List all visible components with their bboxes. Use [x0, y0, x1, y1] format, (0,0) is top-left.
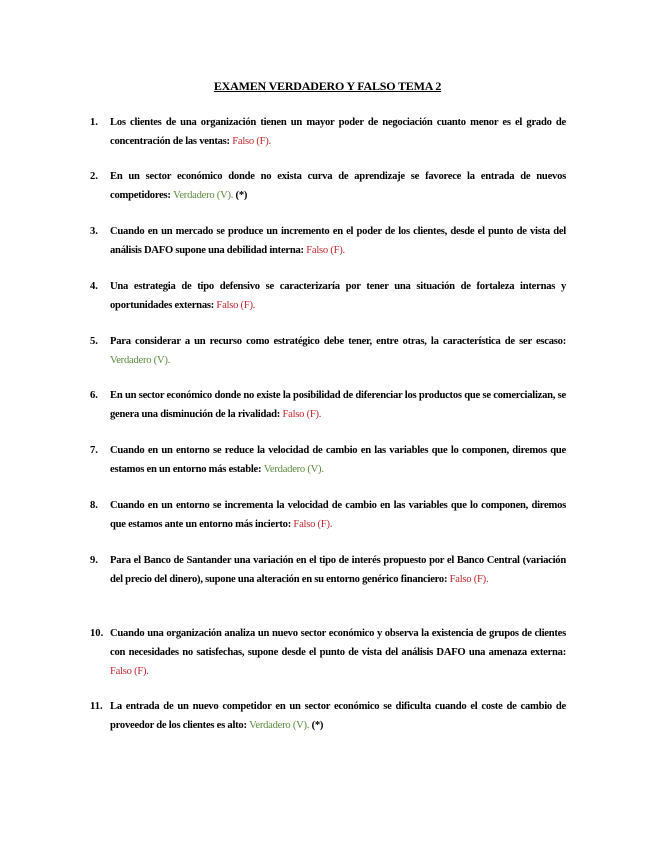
question-text: Para el Banco de Santander una variación en el tipo de interés propuesto por el Banco Central (variación del precio del dinero), supone una alteración en su entorno genérico financiero:: [110, 555, 566, 585]
question-text: Los clientes de una organización tienen un mayor poder de negociación cuanto menor es el grado de concentración de las ventas:: [110, 117, 566, 147]
question-item: [90, 167, 566, 205]
question-text: La entrada de un nuevo competidor en un sector económico se dificulta cuando el coste de cambio de proveedor de los clientes es alto:: [110, 701, 566, 731]
question-number: 11.: [90, 701, 103, 712]
question-text: En un sector económico donde no exista curva de aprendizaje se favorece la entrada de nuevos competidores:: [110, 171, 566, 201]
question-number: 10.: [90, 628, 104, 639]
answer-false: Falso (F).: [306, 245, 345, 256]
question-body: [110, 167, 566, 205]
question-text: Cuando en un entorno se incrementa la velocidad de cambio en las variables que lo componen, diremos que estamos ante un entorno más incierto:: [110, 500, 566, 530]
question-number: 5.: [90, 336, 98, 347]
question-number: 9.: [90, 555, 98, 566]
question-text: Cuando una organización analiza un nuevo sector económico y observa la existencia de grupos de clientes con necesidades no satisfechas, supone desde el punto de vista del análisis DAFO una amenaza externa:: [110, 628, 566, 658]
question-number: 8.: [90, 500, 98, 511]
question-item: [90, 113, 566, 151]
question-number: 3.: [90, 226, 98, 237]
question-number: 7.: [90, 445, 98, 456]
answer-false: Falso (F).: [232, 136, 271, 147]
question-text: Cuando en un mercado se produce un incremento en el poder de los clientes, desde el punto de vista del análisis DAFO supone una debilidad interna:: [110, 226, 566, 256]
question-body: [110, 222, 566, 260]
answer-false: Falso (F).: [282, 409, 322, 420]
answer-true: Verdadero (V).: [249, 720, 310, 731]
answer-true: Verdadero (V).: [263, 464, 324, 475]
answer-true: Verdadero (V).: [173, 190, 234, 201]
question-body: [110, 386, 566, 424]
answer-false: Falso (F).: [216, 300, 256, 311]
question-text: Para considerar a un recurso como estratégico debe tener, entre otras, la característica de ser escaso:: [110, 336, 566, 347]
question-body: [110, 332, 566, 370]
question-number: 6.: [90, 390, 98, 401]
answer-false: Falso (F).: [449, 574, 489, 585]
question-item: [90, 277, 566, 315]
question-item: [90, 386, 566, 424]
answer-false: Falso (F).: [110, 666, 149, 677]
asterisk-mark: (*): [311, 720, 324, 731]
answer-true: Verdadero (V).: [110, 355, 171, 366]
question-item: [90, 551, 566, 589]
question-body: [110, 551, 566, 589]
question-item: [90, 441, 566, 479]
question-text: Cuando en un entorno se reduce la velocidad de cambio en las variables que lo componen, diremos que estamos en un entorno más estable:: [110, 445, 566, 475]
question-body: [110, 277, 566, 315]
question-body: [110, 496, 566, 534]
question-body: [110, 113, 566, 151]
question-body: [110, 624, 566, 681]
question-item: [90, 624, 566, 681]
asterisk-mark: (*): [235, 190, 248, 201]
question-body: [110, 441, 566, 479]
question-body: [110, 697, 566, 735]
question-item: [90, 697, 566, 735]
question-text: Una estrategia de tipo defensivo se caracterizaría por tener una situación de fortaleza internas y oportunidades externas:: [110, 281, 566, 311]
answer-false: Falso (F).: [293, 519, 333, 530]
question-item: [90, 332, 566, 370]
question-number: 4.: [90, 281, 98, 292]
question-item: [90, 222, 566, 260]
exam-title: EXAMEN VERDADERO Y FALSO TEMA 2: [213, 79, 442, 93]
question-text: En un sector económico donde no existe la posibilidad de diferenciar los productos que se comercializan, se genera una disminución de la rivalidad:: [110, 390, 566, 420]
question-number: 1.: [90, 117, 98, 128]
question-number: 2.: [90, 171, 98, 182]
question-item: [90, 496, 566, 534]
